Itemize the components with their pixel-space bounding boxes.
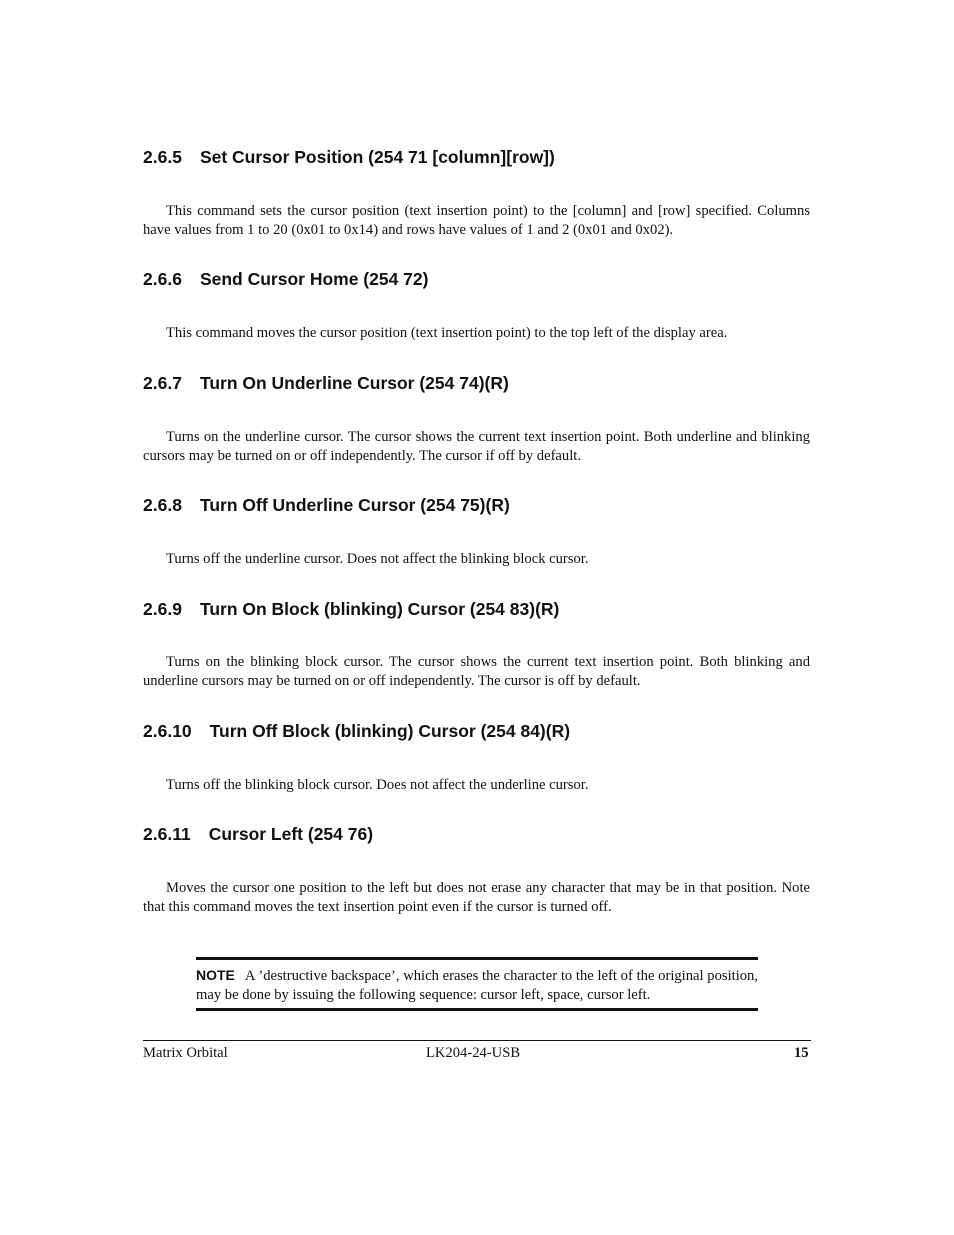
section-body-2-6-5: This command sets the cursor position (text insertion point) to the [column] and [row] specified. Columns have values from 1 to 20 (0x01 to 0x14) and rows have values of 1 and 2 (0x01 and 0x02). bbox=[143, 203, 810, 238]
section-number: 2.6.8 bbox=[143, 495, 182, 515]
note-label: NOTE bbox=[196, 967, 235, 983]
footer-company: Matrix Orbital bbox=[143, 1045, 228, 1061]
section-number: 2.6.5 bbox=[143, 147, 182, 167]
section-number: 2.6.10 bbox=[143, 721, 192, 741]
note-box bbox=[196, 957, 758, 1011]
section-title: Send Cursor Home (254 72) bbox=[199, 269, 429, 289]
section-heading-2-6-8 bbox=[143, 495, 510, 515]
section-title: Turn On Underline Cursor (254 74)(R) bbox=[199, 373, 509, 393]
section-title: Turn Off Block (blinking) Cursor (254 84)(R) bbox=[209, 721, 571, 741]
section-body-2-6-9: Turns on the blinking block cursor. The cursor shows the current text insertion point. Both blinking and underline cursors may be turned on or off independently. The cursor is off by default. bbox=[143, 654, 810, 689]
section-title: Turn On Block (blinking) Cursor (254 83)(R) bbox=[199, 599, 560, 619]
footer-product: LK204-24-USB bbox=[426, 1045, 521, 1061]
section-body-2-6-10: Turns off the blinking block cursor. Does not affect the underline cursor. bbox=[166, 777, 589, 793]
note-text: A ’destructive backspace’, which erases the character to the left of the original position, may be done by issuing the following sequence: cursor left, space, cursor left. bbox=[196, 968, 758, 1003]
section-number: 2.6.11 bbox=[143, 824, 191, 844]
section-heading-2-6-10 bbox=[143, 721, 570, 741]
section-heading-2-6-5 bbox=[143, 147, 555, 167]
section-heading-2-6-7 bbox=[143, 373, 509, 393]
section-number: 2.6.6 bbox=[143, 269, 182, 289]
note-content bbox=[196, 966, 758, 1004]
section-heading-2-6-9 bbox=[143, 599, 559, 619]
section-heading-2-6-6 bbox=[143, 269, 428, 289]
section-heading-2-6-11 bbox=[143, 824, 373, 844]
section-number: 2.6.7 bbox=[143, 373, 182, 393]
section-body-2-6-8: Turns off the underline cursor. Does not affect the blinking block cursor. bbox=[166, 551, 589, 567]
section-title: Turn Off Underline Cursor (254 75)(R) bbox=[199, 495, 510, 515]
page-number: 15 bbox=[794, 1045, 809, 1061]
section-body-2-6-7: Turns on the underline cursor. The cursor shows the current text insertion point. Both underline and blinking cursors may be turned on or off independently. The cursor if off by default. bbox=[143, 429, 810, 464]
section-title: Cursor Left (254 76) bbox=[208, 824, 374, 844]
section-body-2-6-6: This command moves the cursor position (text insertion point) to the top left of the display area. bbox=[166, 325, 728, 341]
section-body-2-6-11: Moves the cursor one position to the left but does not erase any character that may be in that position. Note that this command moves the text insertion point even if the cursor is turned off. bbox=[143, 880, 810, 915]
section-title: Set Cursor Position (254 71 [column][row]) bbox=[199, 147, 555, 167]
section-number: 2.6.9 bbox=[143, 599, 182, 619]
footer-rule bbox=[143, 1040, 811, 1041]
